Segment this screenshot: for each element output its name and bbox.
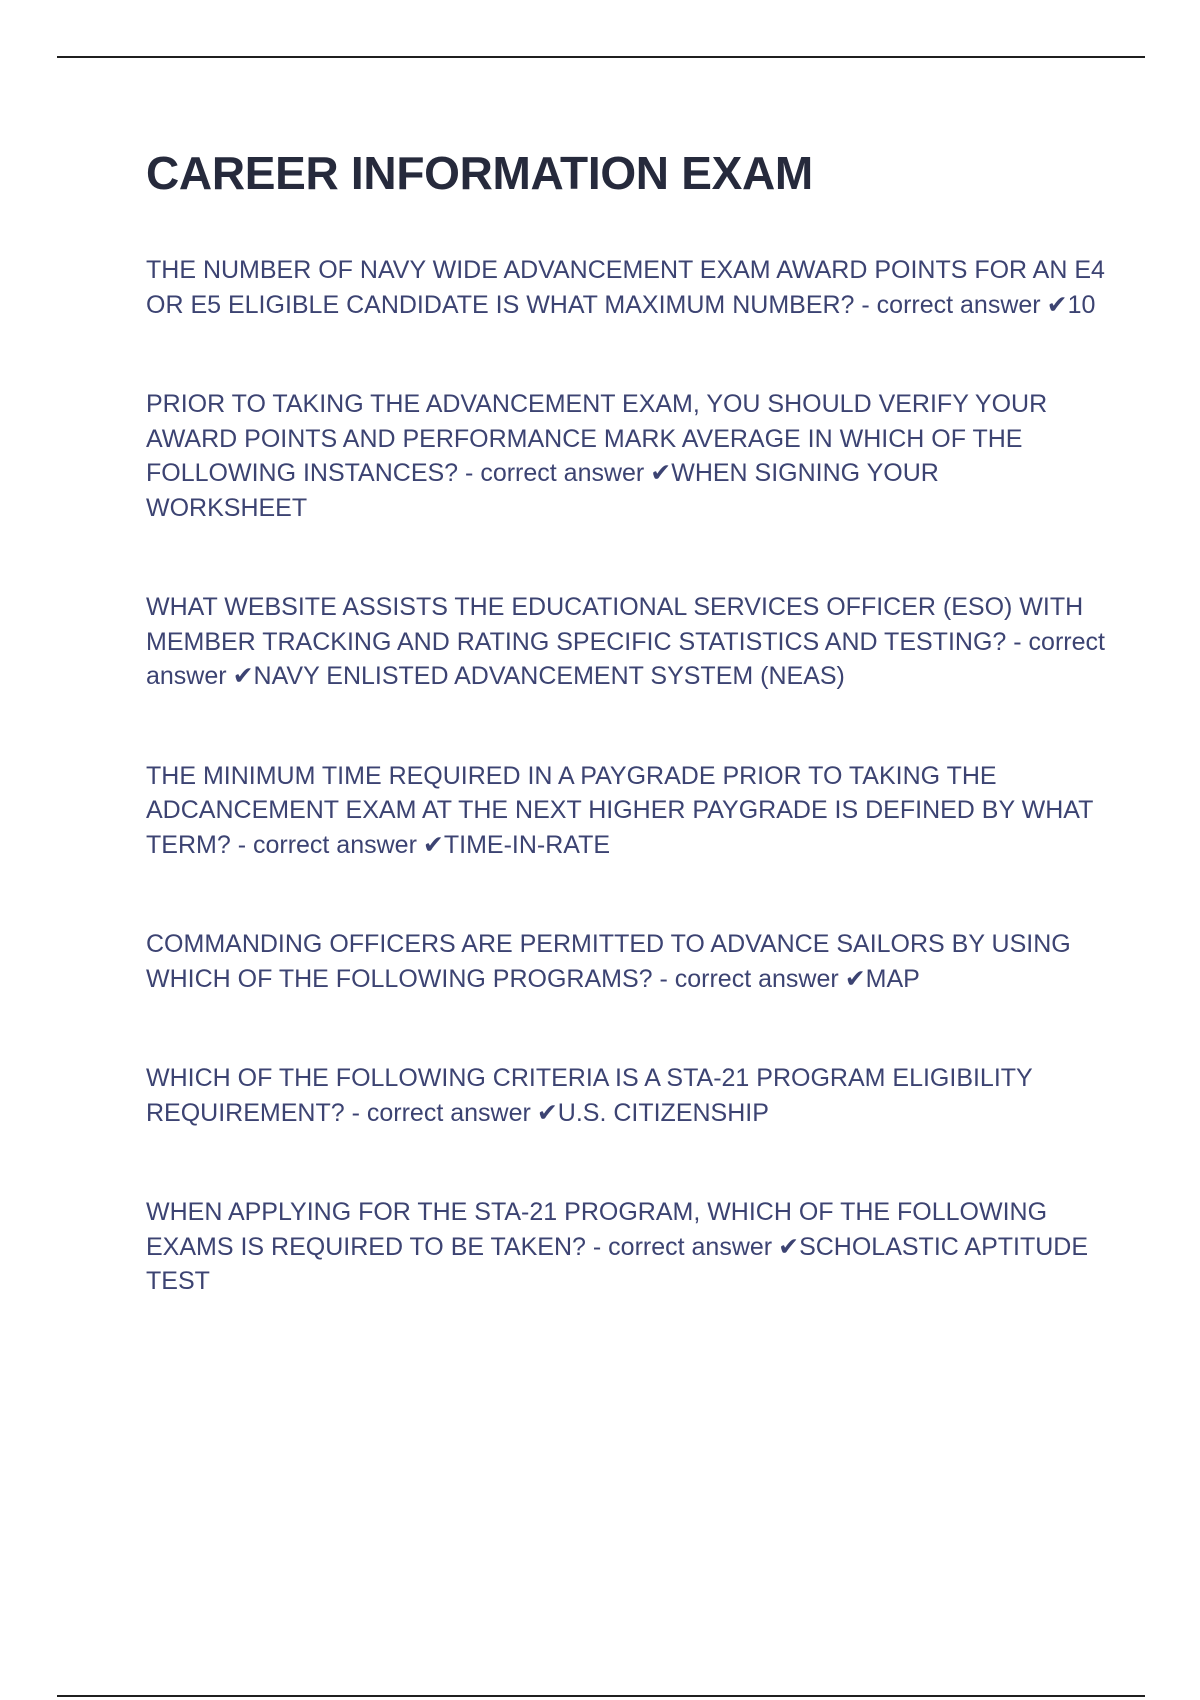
- question-text: THE MINIMUM TIME REQUIRED IN A PAYGRADE PRIOR TO TAKING THE ADCANCEMENT EXAM AT THE NEXT HIGHER PAYGRADE IS DEFINED BY WHAT TERM?: [146, 761, 1093, 859]
- top-rule: [57, 56, 1145, 58]
- question-text: PRIOR TO TAKING THE ADVANCEMENT EXAM, YOU SHOULD VERIFY YOUR AWARD POINTS AND PERFORMANCE MARK AVERAGE IN WHICH OF THE FOLLOWING INSTANCES?: [146, 390, 1048, 487]
- question-text: THE NUMBER OF NAVY WIDE ADVANCEMENT EXAM AWARD POINTS FOR AN E4 OR E5 ELIGIBLE CANDIDATE IS WHAT MAXIMUM NUMBER?: [146, 256, 1105, 319]
- answer-text: TIME-IN-RATE: [443, 830, 611, 859]
- check-icon: ✔: [536, 1098, 558, 1127]
- qa-item: [146, 590, 1106, 694]
- answer-text: SCHOLASTIC APTITUDE TEST: [146, 1232, 1089, 1295]
- answer-marker: - correct answer: [861, 290, 1041, 319]
- answer-text: WHEN SIGNING YOUR WORKSHEET: [146, 459, 939, 522]
- check-icon: ✔: [778, 1232, 800, 1261]
- answer-marker: - correct answer: [351, 1098, 531, 1127]
- answer-text: U.S. CITIZENSHIP: [557, 1098, 769, 1127]
- answer-marker: - correct answer: [592, 1232, 773, 1261]
- check-icon: ✔: [232, 662, 254, 690]
- bottom-rule: [57, 1695, 1145, 1697]
- qa-item: [146, 387, 1106, 525]
- answer-marker: - correct answer: [465, 459, 645, 487]
- question-text: WHICH OF THE FOLLOWING CRITERIA IS A STA-21 PROGRAM ELIGIBILITY REQUIREMENT?: [146, 1064, 1033, 1127]
- qa-list: [146, 253, 1106, 1299]
- qa-item: [146, 927, 1106, 996]
- answer-text: MAP: [865, 964, 920, 993]
- answer-text: NAVY ENLISTED ADVANCEMENT SYSTEM (NEAS): [253, 662, 845, 690]
- answer-marker: - correct answer: [146, 627, 1105, 690]
- page-title: CAREER INFORMATION EXAM: [146, 147, 813, 199]
- check-icon: ✔: [650, 459, 672, 487]
- check-icon: ✔: [1046, 290, 1068, 319]
- question-text: WHEN APPLYING FOR THE STA-21 PROGRAM, WHICH OF THE FOLLOWING EXAMS IS REQUIRED TO BE TAKEN?: [146, 1198, 1048, 1261]
- qa-item: [146, 253, 1106, 322]
- answer-marker: - correct answer: [237, 830, 417, 859]
- check-icon: ✔: [844, 964, 866, 993]
- question-text: COMMANDING OFFICERS ARE PERMITTED TO ADVANCE SAILORS BY USING WHICH OF THE FOLLOWING PROGRAMS?: [146, 930, 1071, 993]
- qa-item: [146, 1195, 1106, 1299]
- document-body: [146, 145, 1106, 1299]
- question-text: WHAT WEBSITE ASSISTS THE EDUCATIONAL SERVICES OFFICER (ESO) WITH MEMBER TRACKING AND RATING SPECIFIC STATISTICS AND TESTING?: [146, 593, 1084, 656]
- qa-item: [146, 759, 1106, 863]
- answer-text: 10: [1067, 290, 1096, 319]
- check-icon: ✔: [422, 830, 444, 859]
- qa-item: [146, 1061, 1106, 1130]
- answer-marker: - correct answer: [659, 964, 839, 993]
